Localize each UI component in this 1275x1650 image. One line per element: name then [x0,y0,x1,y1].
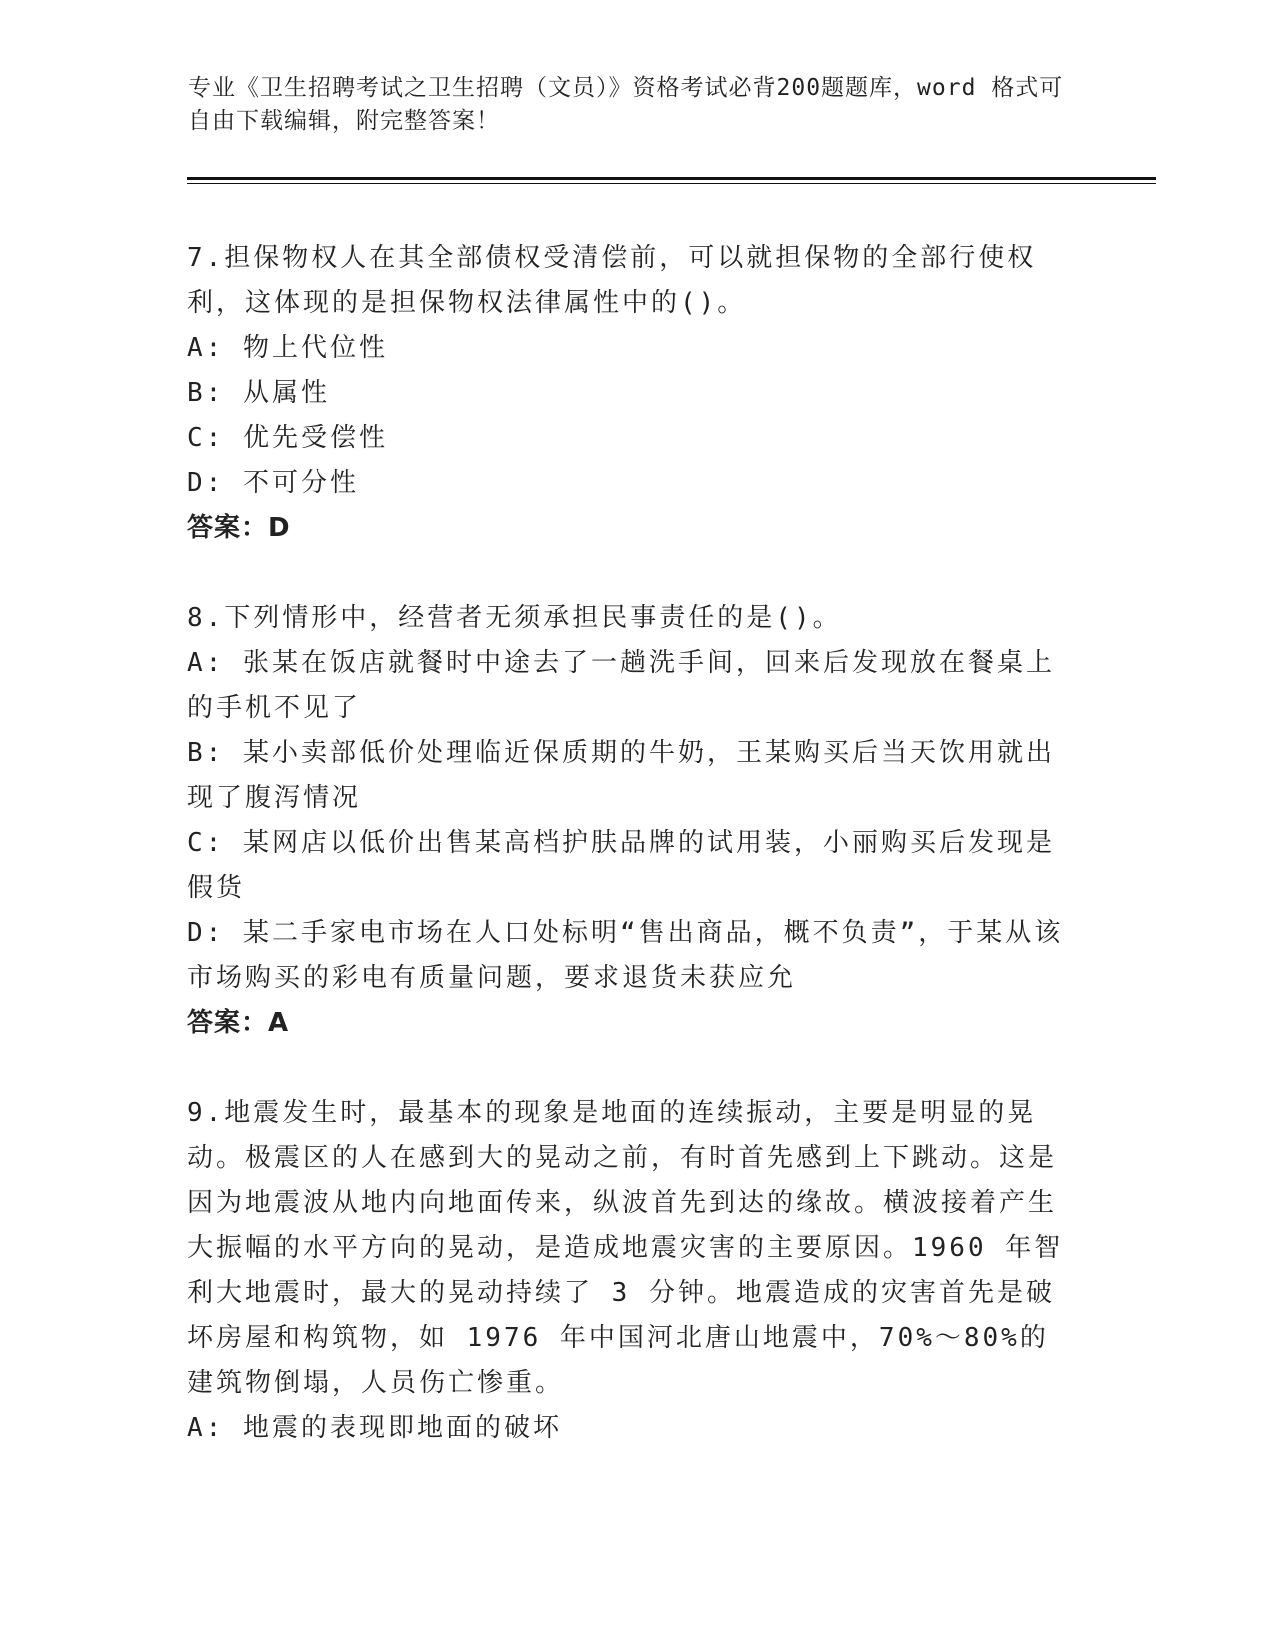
answer-line: 答案：D [187,513,291,543]
option-a: A: 物上代位性 [187,333,388,363]
question-list [187,236,1067,1451]
option-d: D: 某二手家电市场在人口处标明“售出商品，概不负责”，于某从该市场购买的彩电有质量问题，要求退货未获应允 [187,918,1064,993]
document-header: 专业《卫生招聘考试之卫生招聘（文员）》资格考试必背200题题库，word 格式可自由下载编辑，附完整答案！ [188,75,1064,134]
option-b: B: 某小卖部低价处理临近保质期的牛奶，王某购买后当天饮用就出现了腹泻情况 [187,738,1055,813]
option-d: D: 不可分性 [187,468,359,498]
question-7 [187,236,1067,551]
header-divider-thick [187,177,1156,180]
option-a: A: 张某在饭店就餐时中途去了一趟洗手间，回来后发现放在餐桌上的手机不见了 [187,648,1055,723]
question-8 [187,596,1067,1046]
option-b: B: 从属性 [187,378,330,408]
question-stem: 8.下列情形中，经营者无须承担民事责任的是()。 [187,603,842,633]
option-c: C: 优先受偿性 [187,423,388,453]
answer-line: 答案：A [187,1008,290,1038]
option-c: C: 某网店以低价出售某高档护肤品牌的试用装，小丽购买后发现是假货 [187,828,1055,903]
question-stem: 9.地震发生时，最基本的现象是地面的连续振动，主要是明显的晃动。极震区的人在感到大的晃动之前，有时首先感到上下跳动。这是因为地震波从地内向地面传来，纵波首先到达的缘故。横波接着产生大振幅的水平方向的晃动，是造成地震灾害的主要原因。1960 年智利大地震时，最大的晃动持续了 3 分钟。地震造成的灾害首先是破坏房屋和构筑物，如 1976 年中国河北唐山地震中，70%～80%的建筑物倒塌，人员伤亡惨重。 [187,1098,1064,1398]
question-9 [187,1091,1067,1451]
header-divider-thin [187,183,1156,184]
question-stem: 7.担保物权人在其全部债权受清偿前，可以就担保物的全部行使权利，这体现的是担保物权法律属性中的()。 [187,243,1037,318]
option-a: A: 地震的表现即地面的破坏 [187,1413,562,1443]
